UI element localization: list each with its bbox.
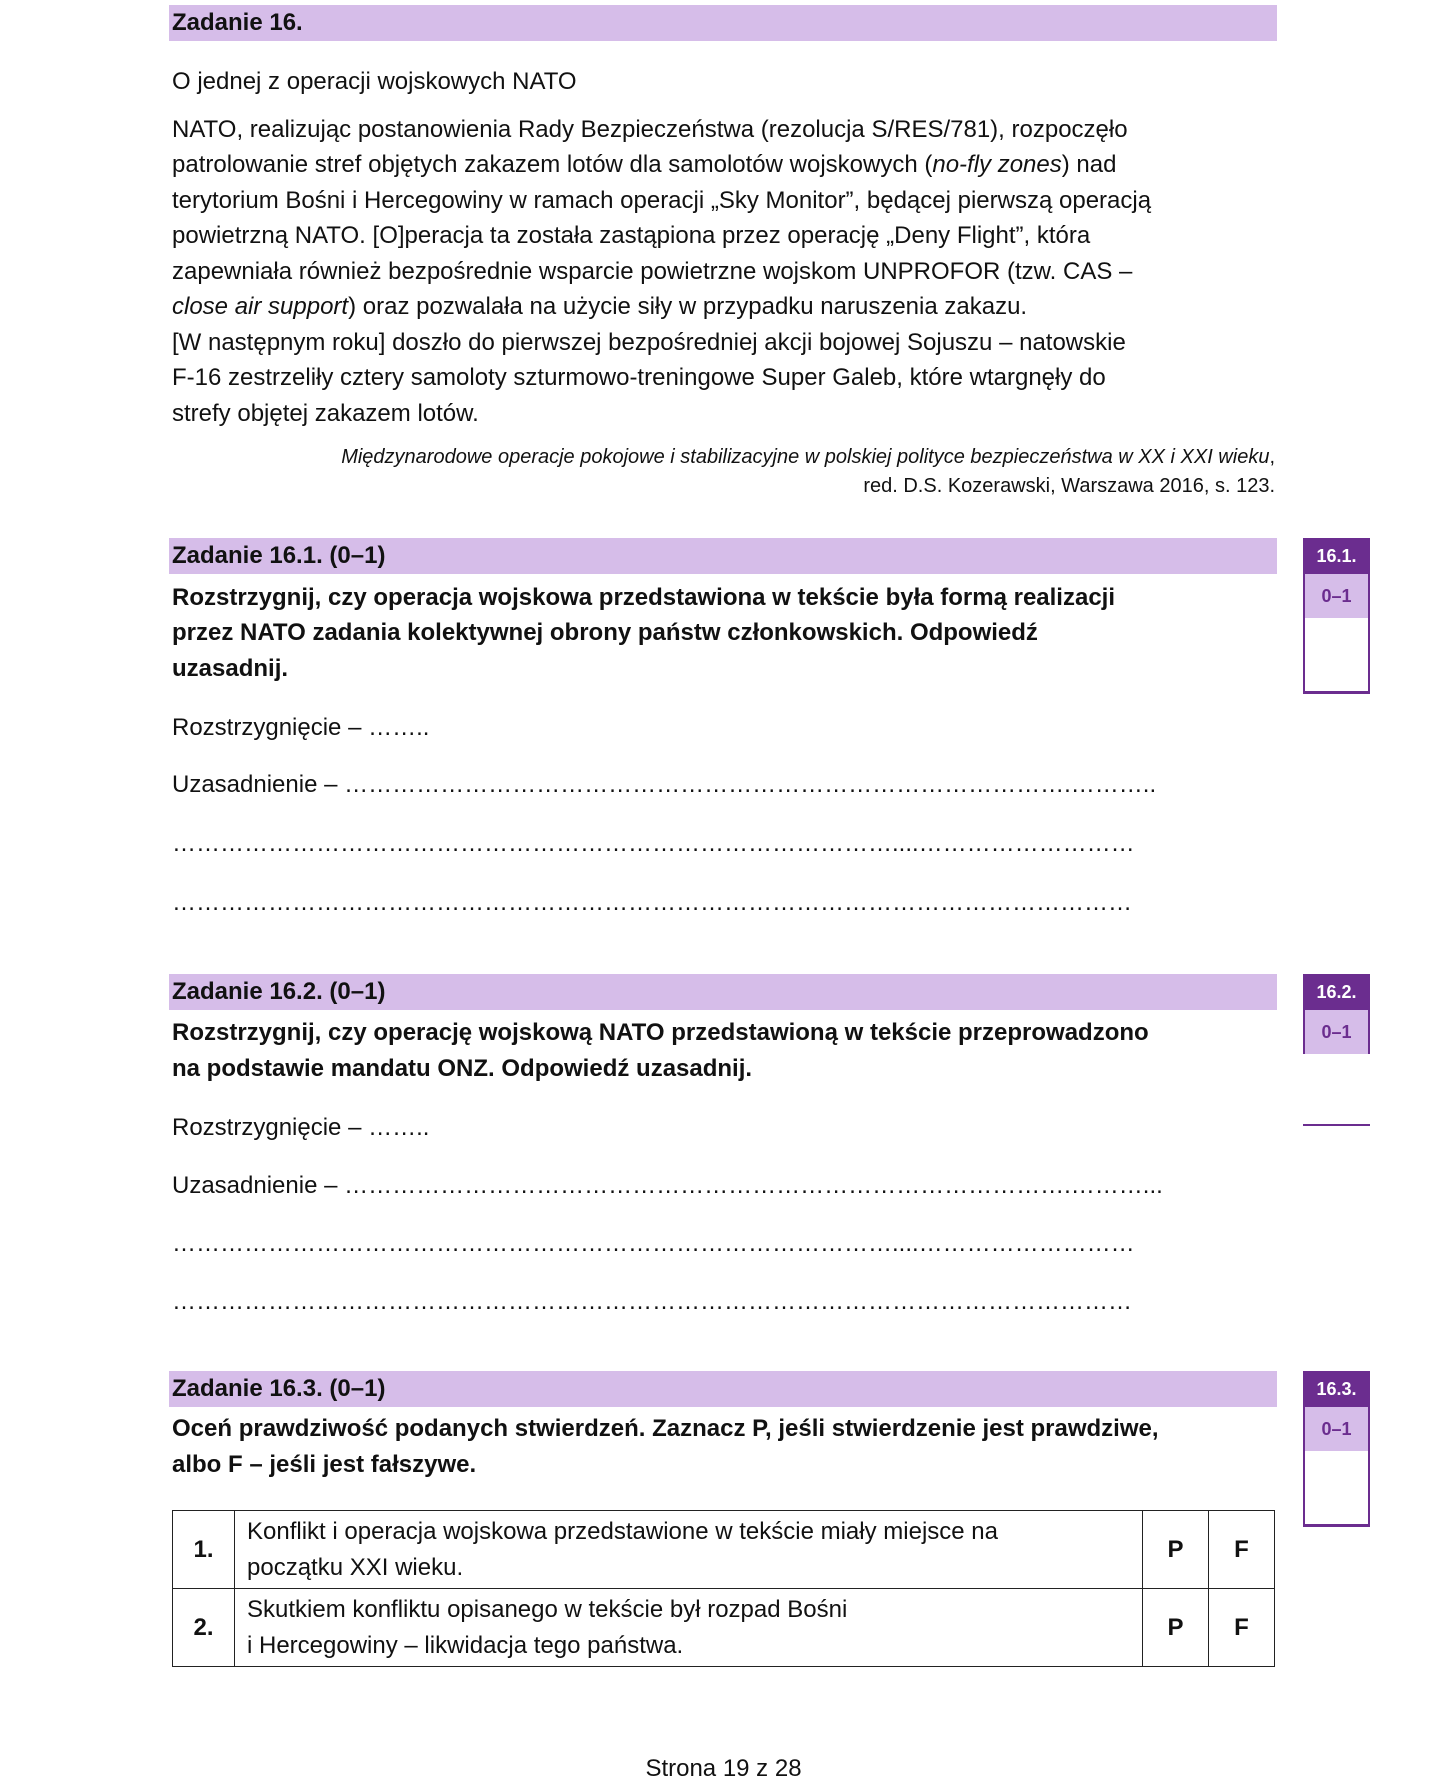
task-16-1-title: Zadanie 16.1. (0–1) (172, 542, 386, 569)
statement-text: Konflikt i operacja wojskowa przedstawione w tekście miały miejsce na początku XXI wieku. (235, 1511, 1143, 1589)
task-16-3-instruction-line-1: Oceń prawdziwość podanych stwierdzeń. Zaznacz P, jeśli stwierdzenie jest prawdziwe, (172, 1415, 1159, 1442)
true-false-table (172, 1510, 1275, 1667)
task-16-2-title: Zadanie 16.2. (0–1) (172, 978, 386, 1005)
task-16-2-decision-line[interactable]: Rozstrzygnięcie – …….. (172, 1114, 430, 1141)
task-16-3-title: Zadanie 16.3. (0–1) (172, 1375, 386, 1402)
statement-number: 2. (173, 1589, 235, 1667)
task-16-3-instruction-line-2: albo F – jeśli jest fałszywe. (172, 1451, 477, 1478)
passage-line-3: terytorium Bośni i Hercegowiny w ramach operacji „Sky Monitor”, będącej pierwszą operacją (172, 187, 1152, 214)
false-option[interactable]: F (1209, 1511, 1275, 1589)
true-option[interactable]: P (1143, 1589, 1209, 1667)
task-16-1-instruction-line-1: Rozstrzygnij, czy operacja wojskowa przedstawiona w tekście była formą realizacji (172, 584, 1116, 611)
task-16-1-score-id: 16.1. (1303, 538, 1370, 574)
passage-line-1: NATO, realizując postanowienia Rady Bezpieczeństwa (rezolucja S/RES/781), rozpoczęło (172, 116, 1128, 143)
task-16-2-answer-line-3[interactable]: ………………………………………………………………………………………………………… (172, 1288, 1132, 1315)
task-16-1-score-box (1303, 538, 1370, 694)
task-16-2-justification-line[interactable]: Uzasadnienie – ……………………………………………………………………………….………... (172, 1172, 1163, 1199)
task-16-1-score-points: 0–1 (1303, 574, 1370, 618)
task-16-2-instruction-line-1: Rozstrzygnij, czy operację wojskową NATO przedstawioną w tekście przeprowadzono (172, 1019, 1149, 1046)
task-16-title: Zadanie 16. (172, 9, 303, 36)
task-16-2-instruction-line-2: na podstawie mandatu ONZ. Odpowiedź uzasadnij. (172, 1055, 753, 1082)
task-16-2-score-points: 0–1 (1303, 1010, 1370, 1054)
task-16-header-bar (169, 5, 1277, 41)
passage-line-8: F-16 zestrzeliły cztery samoloty szturmowo-treningowe Super Galeb, które wtargnęły do (172, 364, 1106, 391)
passage-line-6: close air support) oraz pozwalała na użycie siły w przypadku naruszenia zakazu. (172, 293, 1028, 320)
task-16-2-answer-line-2[interactable]: ………………………………………………………………………………....……………………… (172, 1230, 1135, 1257)
task-16-3-score-field[interactable] (1303, 1451, 1370, 1527)
task-16-1-decision-line[interactable]: Rozstrzygnięcie – …….. (172, 714, 430, 741)
table-row (173, 1589, 1275, 1667)
passage-line-2: patrolowanie stref objętych zakazem lotów dla samolotów wojskowych (no-fly zones) nad (172, 151, 1117, 178)
task-16-1-answer-line-3[interactable]: ………………………………………………………………………………………………………… (172, 889, 1132, 916)
task-16-2-score-box (1303, 974, 1370, 1126)
task-16-3-score-points: 0–1 (1303, 1407, 1370, 1451)
passage-line-5: zapewniała również bezpośrednie wsparcie powietrzne wojskom UNPROFOR (tzw. CAS – (172, 258, 1133, 285)
passage-line-4: powietrzną NATO. [O]peracja ta została zastąpiona przez operację „Deny Flight”, która (172, 222, 1091, 249)
page-number: Strona 19 z 28 (645, 1755, 802, 1780)
source-citation-line-2: red. D.S. Kozerawski, Warszawa 2016, s. 123. (863, 475, 1275, 497)
false-option[interactable]: F (1209, 1589, 1275, 1667)
task-16-2-score-field[interactable] (1303, 1054, 1370, 1126)
task-16-3-score-id: 16.3. (1303, 1371, 1370, 1407)
task-16-intro: O jednej z operacji wojskowych NATO (172, 68, 577, 95)
passage-line-7: [W następnym roku] doszło do pierwszej bezpośredniej akcji bojowej Sojuszu – natowskie (172, 329, 1126, 356)
true-option[interactable]: P (1143, 1511, 1209, 1589)
task-16-1-answer-line-2[interactable]: ………………………………………………………………………………....……………………… (172, 830, 1135, 857)
task-16-3-score-box (1303, 1371, 1370, 1527)
task-16-1-instruction-line-3: uzasadnij. (172, 655, 289, 682)
source-citation-line-1: Międzynarodowe operacje pokojowe i stabilizacyjne w polskiej polityce bezpieczeństwa w XX i XXI wieku, (341, 446, 1275, 468)
task-16-1-instruction-line-2: przez NATO zadania kolektywnej obrony państw członkowskich. Odpowiedź (172, 619, 1038, 646)
task-16-2-score-id: 16.2. (1303, 974, 1370, 1010)
statement-text: Skutkiem konfliktu opisanego w tekście był rozpad Bośni i Hercegowiny – likwidacja tego państwa. (235, 1589, 1143, 1667)
task-16-1-justification-line[interactable]: Uzasadnienie – ……………………………………………………………………………….……….. (172, 771, 1157, 798)
passage-line-9: strefy objętej zakazem lotów. (172, 400, 479, 427)
statement-number: 1. (173, 1511, 235, 1589)
task-16-1-score-field[interactable] (1303, 618, 1370, 694)
table-row (173, 1511, 1275, 1589)
